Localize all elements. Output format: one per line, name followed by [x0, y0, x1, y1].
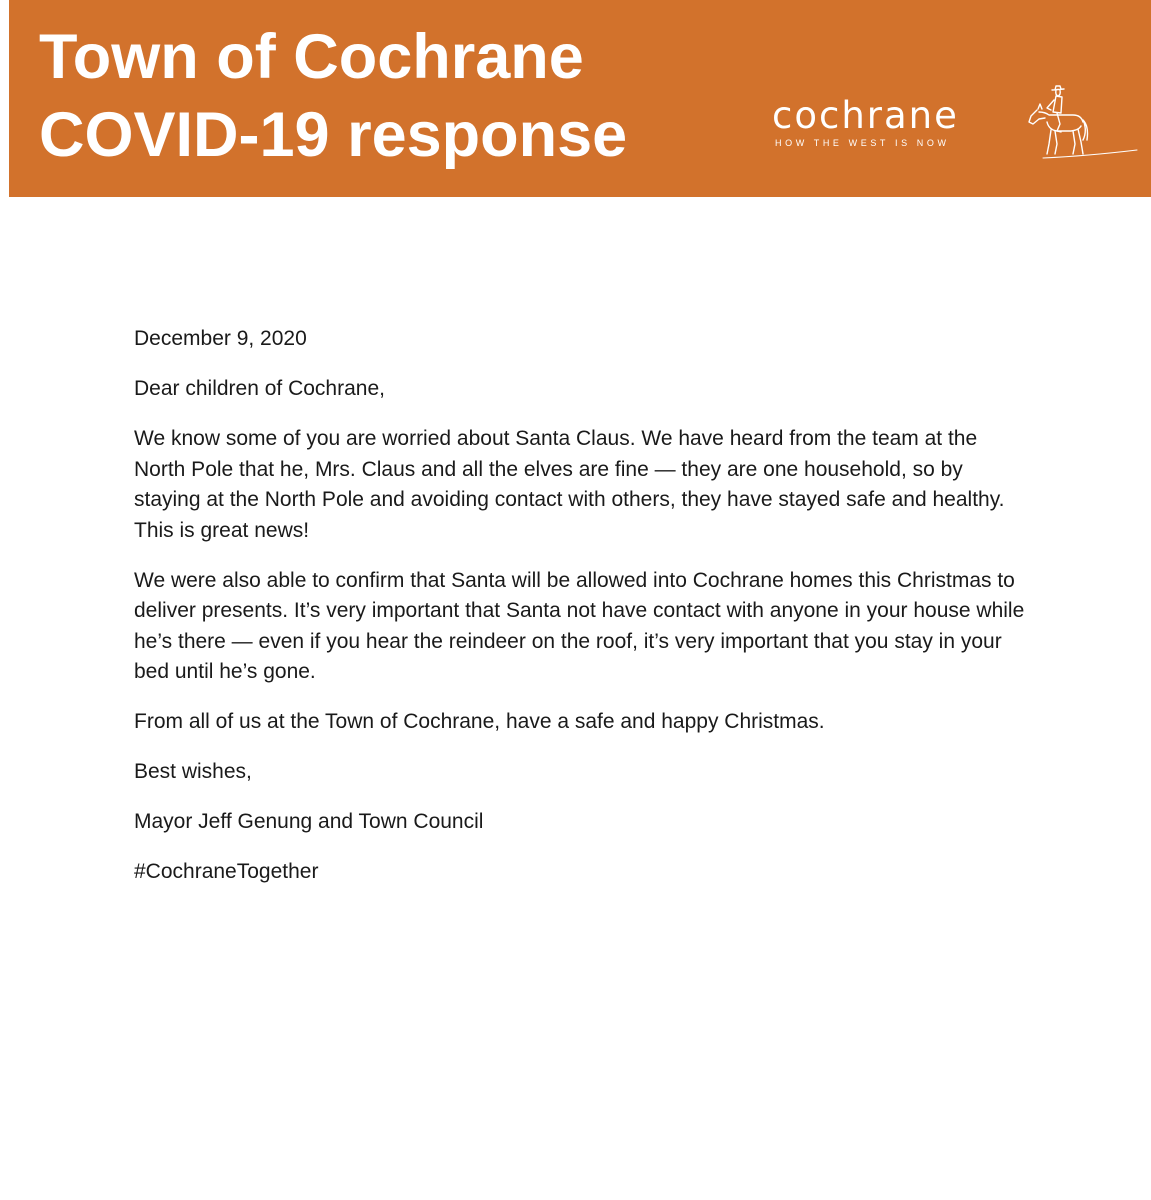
letter-signature: Mayor Jeff Genung and Town Council [134, 810, 484, 833]
title-line-2: COVID-19 response [39, 100, 628, 170]
horse-rider-icon [1027, 82, 1139, 166]
letter-paragraph-1: We know some of you are worried about Santa Claus. We have heard from the team at the North Pole that he, Mrs. Claus and all the elves are fine — they are one household, so by staying at the North Pole and avoiding contact with others, they have stayed safe and healthy. This is great news! [134, 427, 1005, 542]
logo-tagline: HOW THE WEST IS NOW [775, 138, 950, 148]
letter-date: December 9, 2020 [134, 327, 307, 350]
letter-paragraph-3: From all of us at the Town of Cochrane, have a safe and happy Christmas. [134, 710, 825, 733]
page-title [39, 18, 627, 174]
letter-paragraph-2: We were also able to confirm that Santa will be allowed into Cochrane homes this Christmas to deliver presents. It’s very important that Santa not have contact with anyone in your house while he’s there — even if you hear the reindeer on the roof, it’s very important that you stay in your bed until he’s gone. [134, 568, 1025, 683]
header-banner [9, 0, 1151, 197]
title-line-1: Town of Cochrane [39, 22, 584, 92]
letter-closing: Best wishes, [134, 760, 252, 783]
letter-hashtag: #CochraneTogether [134, 860, 319, 883]
letter-body [134, 324, 1034, 907]
letter-salutation: Dear children of Cochrane, [134, 377, 385, 400]
logo-wordmark: cochrane [772, 94, 959, 137]
cochrane-logo [769, 86, 1139, 170]
